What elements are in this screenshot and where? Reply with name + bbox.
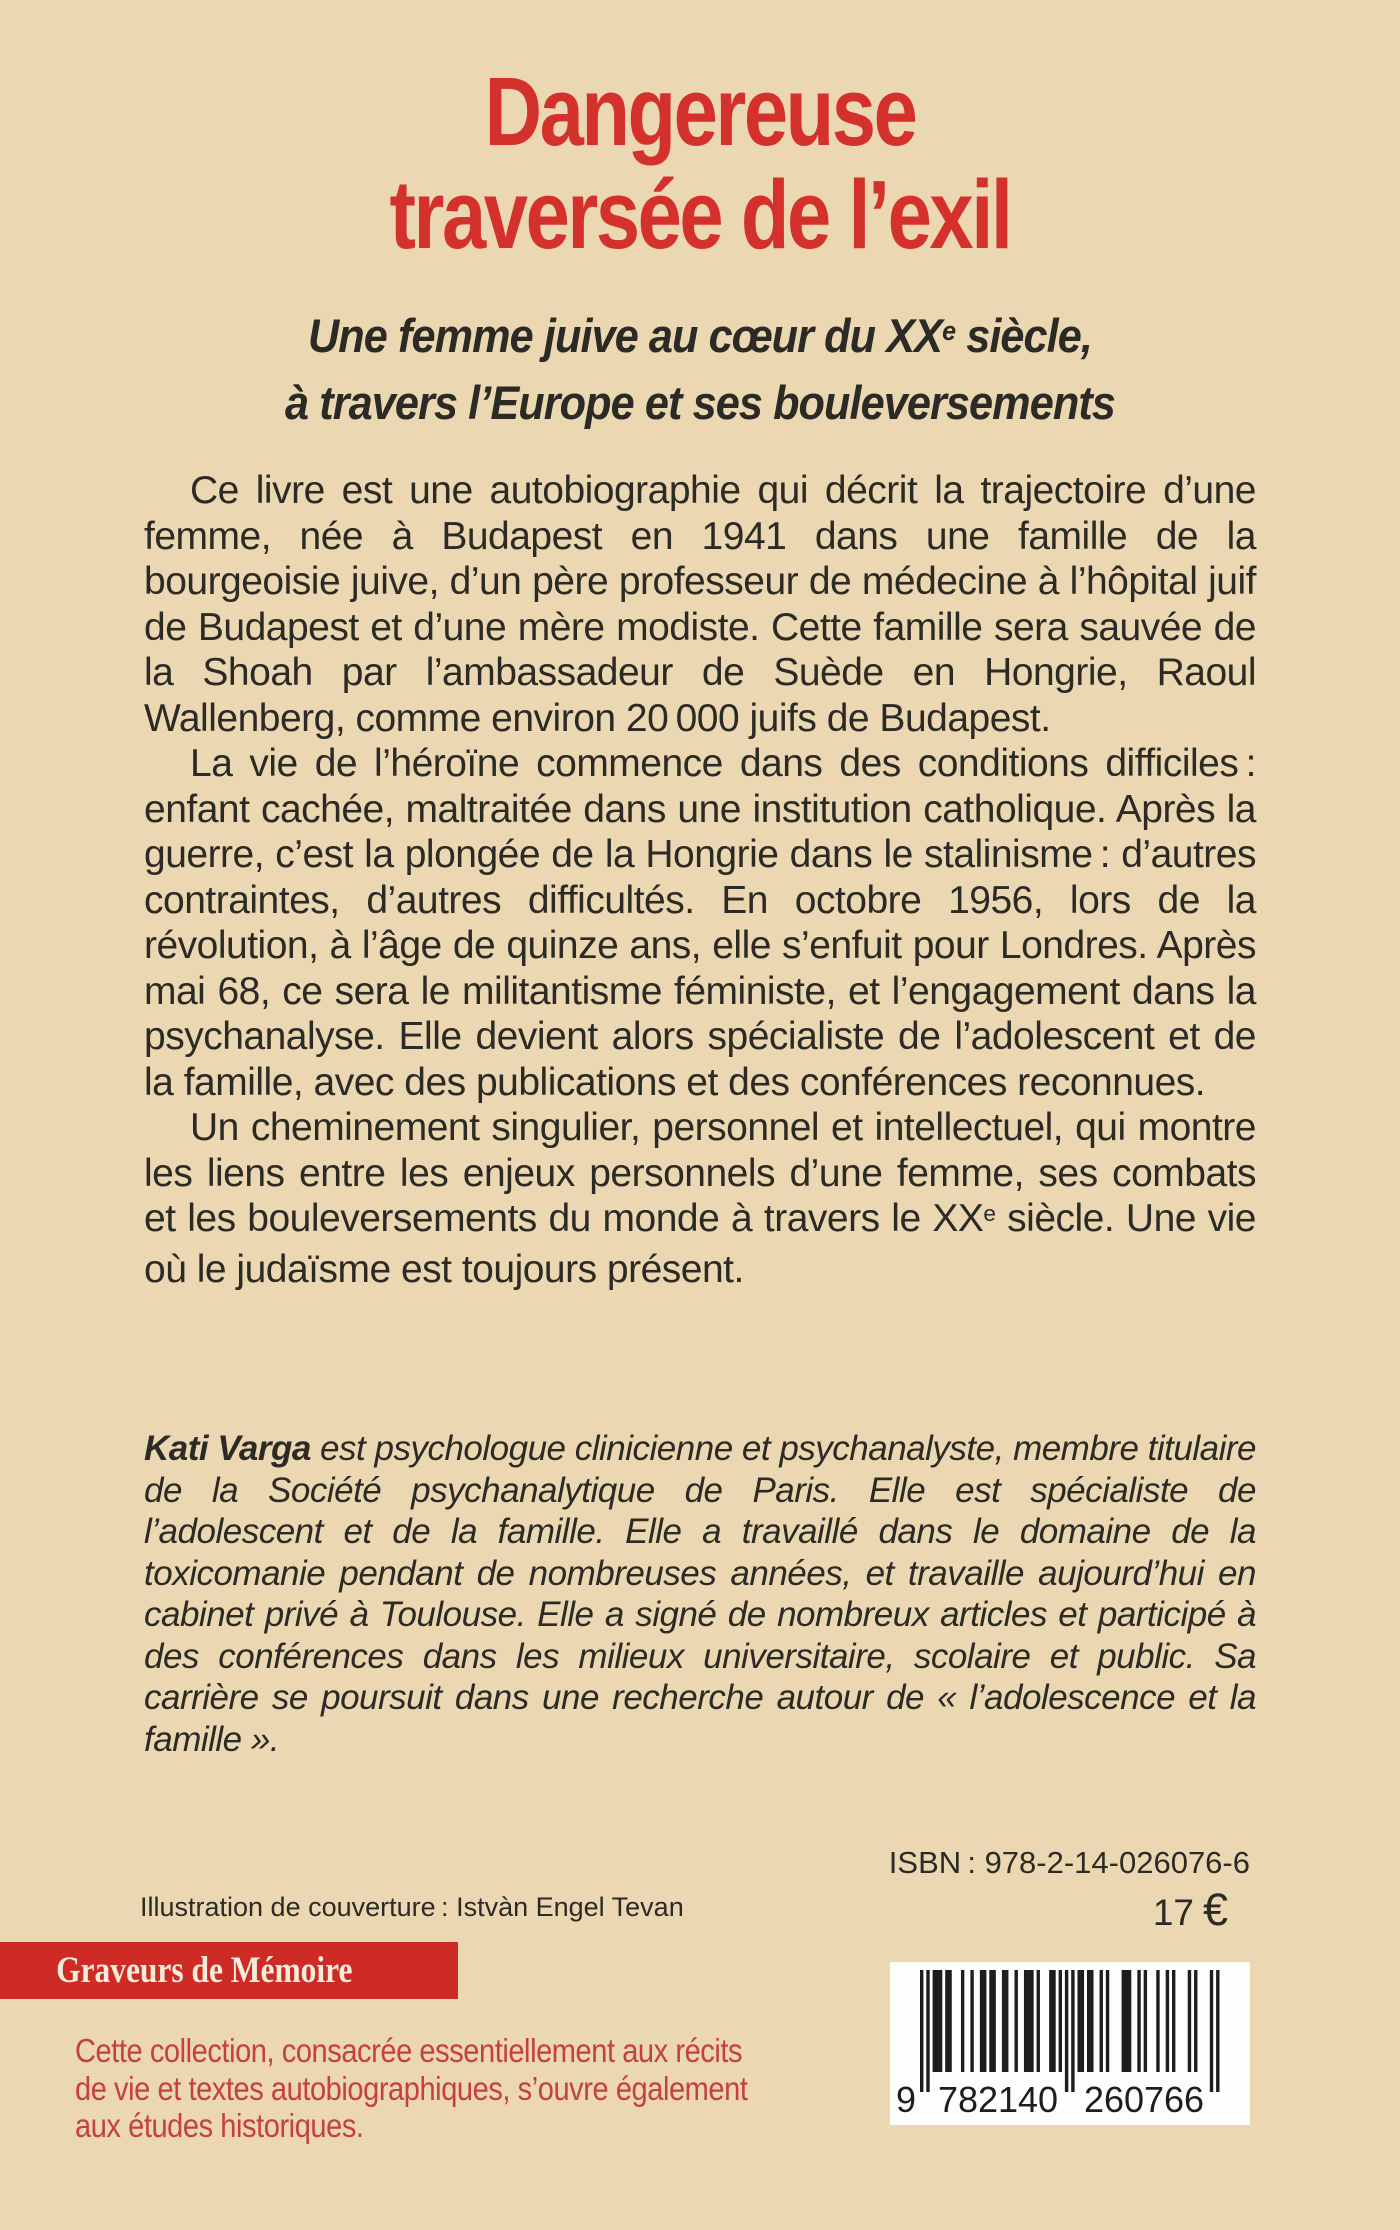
collection-description: Cette collection, consacrée essentiellement aux récits de vie et textes autobiographiques, s’ouvre également aux études historiques. [75,2032,748,2144]
author-name: Kati Varga [144,1429,311,1468]
synopsis-paragraph-2: La vie de l’héroïne commence dans des conditions difficiles : enfant cachée, maltraitée dans une institution catholique. Après la guerre, c’est la plongée de la Hongrie dans le stalinisme : d’autres contraintes, d’autres difficultés. En octobre 1956, lors de la révolution, à l’âge de quinze ans, elle s’enfuit pour Londres. Après mai 68, ce sera le militantisme féministe, et l’engagement dans la psychanalyse. Elle devient alors spécialiste de l’adolescent et de la famille, avec des publications et des conférences reconnues. [144,742,1256,1104]
subtitle-line2: à travers l’Europe et ses bouleversements [285,376,1115,429]
svg-text:9: 9 [896,2079,917,2120]
superscript-e: e [942,314,956,346]
author-bio-text: est psychologue clinicienne et psychanalyste, membre titulaire de la Société psychanalytique de Paris. Elle est spécialiste de l’adolescent et de la famille. Elle a travaillé dans le domaine de la toxicomanie pendant de nombreuses années, et travaille aujourd’hui en cabinet privé à Toulouse. Elle a signé de nombreux articles et participé à des conférences dans les milieux universitaire, scolaire et public. Sa carrière se poursuit dans une recherche autour de « l’adolescence et la famille ». [144,1429,1256,1759]
svg-text:260766: 260766 [1084,2079,1204,2120]
isbn-text: ISBN : 978-2-14-026076-6 [888,1845,1250,1880]
barcode [890,1962,1250,2125]
euro-sign: € [1202,1884,1228,1935]
svg-text:782140: 782140 [938,2079,1058,2120]
collection-name: Graveurs de Mémoire [56,1950,353,1991]
synopsis-paragraph-1: Ce livre est une autobiographie qui décrit la trajectoire d’une femme, née à Budapest en 1941 dans une famille de la bourgeoisie juive, d’un père professeur de médecine à l’hôpital juif de Budapest et d’une mère modiste. Cette famille sera sauvée de la Shoah par l’ambassadeur de Suède en Hongrie, Raoul Wallenberg, comme environ 20 000 juifs de Budapest. [144,469,1256,740]
price [1153,1884,1228,1936]
author-bio-paragraph [144,1428,1256,1760]
book-subtitle [0,306,1400,433]
subtitle-line1: Une femme juive au cœur du XXe siècle, [307,309,1092,362]
cover-illustration-credit: Illustration de couverture : Istvàn Engel Tevan [140,1892,684,1922]
synopsis-paragraph-3: Un cheminement singulier, personnel et intellectuel, qui montre les liens entre les enjeux personnels d’une femme, ses combats et les bouleversements du monde à travers le XXe siècle. Une vie où le judaïsme est toujours présent. [144,1106,1256,1291]
barcode-bars [890,1962,1250,2125]
book-title-line1: Dangereuse [484,57,916,166]
synopsis [144,468,1256,1292]
book-title [0,57,1400,269]
superscript-e: e [983,1200,996,1226]
author-bio [144,1428,1256,1760]
price-value: 17 [1152,1892,1194,1933]
collection-banner [0,1942,458,1999]
book-title-line2: traversée de l’exil [389,160,1011,269]
